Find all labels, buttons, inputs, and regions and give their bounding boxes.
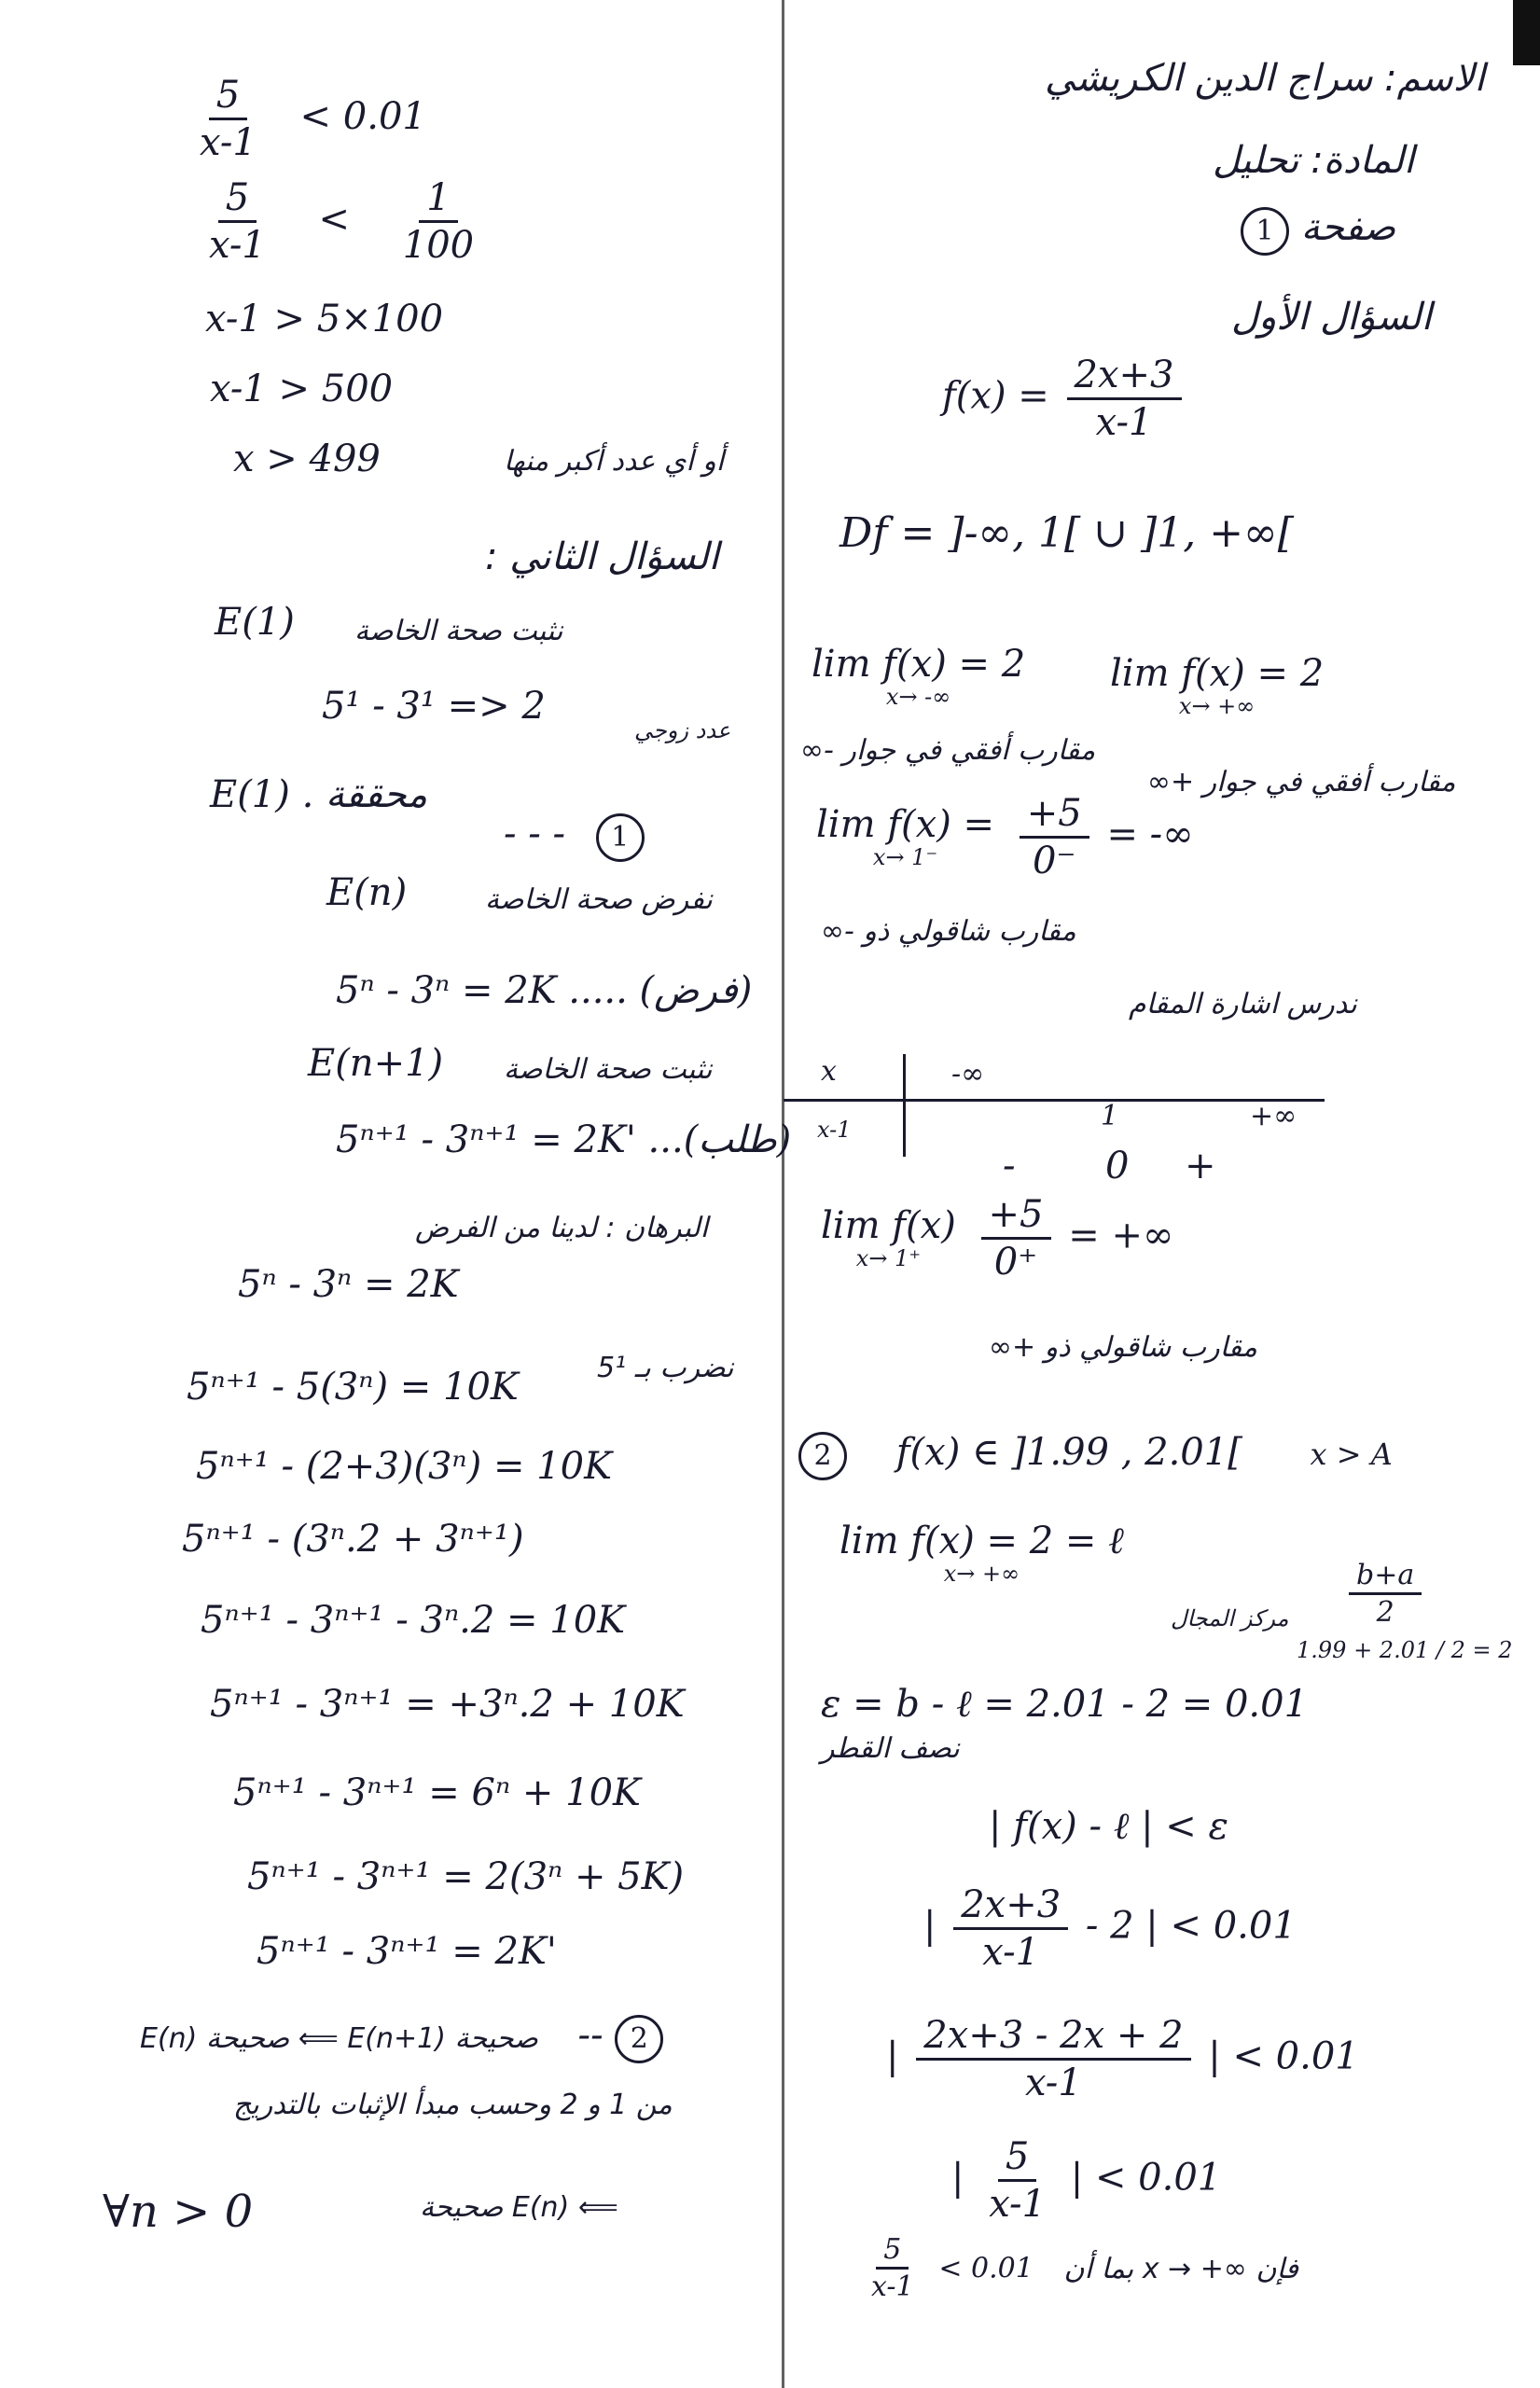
conclusion-1-text: E(n) صحيحة ⟸ E(n+1) صحيحة: [140, 2022, 538, 2055]
sign-table-den-label: x-1: [817, 1117, 852, 1143]
question-2-title: السؤال الثاني :: [485, 535, 719, 578]
step-2-number: 2: [615, 2015, 663, 2063]
limit-1-sub: x→ -∞: [885, 684, 951, 710]
abs-3-den: x-1: [1024, 2062, 1082, 2104]
limit-4-result: = +∞: [1068, 1214, 1174, 1257]
limit-3-den: 0⁻: [1032, 840, 1076, 882]
limit-left-of-1: [816, 793, 1194, 882]
abs-2-den: x-1: [982, 1931, 1040, 1974]
center-den: 2: [1376, 1596, 1394, 1629]
limit-4-sub: x→ 1⁺: [855, 1245, 922, 1272]
proof-line-2-note: نضرب بـ 5¹: [597, 1352, 734, 1384]
scan-edge-mark: [1513, 0, 1540, 65]
conclusion-forall: ∀n > 0: [103, 2186, 254, 2238]
final-den: x-1: [871, 2270, 914, 2303]
sign-table-vline: [903, 1054, 906, 1157]
part-2-header: [798, 1432, 1393, 1480]
limit-4-den: 0⁺: [993, 1241, 1038, 1284]
proof-line-9: 5ⁿ⁺¹ - 3ⁿ⁺¹ = 2K': [257, 1930, 557, 1973]
epsilon-line: ε = b - ℓ = 2.01 - 2 = 0.01: [821, 1683, 1309, 1726]
student-name: الاسم: سراج الدين الكريشي: [1045, 57, 1485, 100]
abs-inequality-1: | f(x) - ℓ | < ε: [989, 1805, 1228, 1848]
abs-inequality-3: | $\frac{2x+3 - 2x + 2}{x-1}$ | < 0.01: [886, 2014, 1359, 2104]
en1-note: نثبت صحة الخاصة: [504, 1053, 713, 1086]
proof-title: البرهان : لدينا من الفرض: [415, 1212, 709, 1244]
left-ineq-2-rnum: 1: [419, 177, 457, 223]
proof-line-4: 5ⁿ⁺¹ - (3ⁿ.2 + 3ⁿ⁺¹): [182, 1518, 524, 1561]
final-rest: < 0.01: [938, 2252, 1034, 2285]
center-num: b+a: [1349, 1560, 1422, 1595]
proof-line-2: 5ⁿ⁺¹ - 5(3ⁿ) = 10K: [187, 1366, 519, 1409]
e1-calc-note: عدد زوجي: [634, 717, 731, 743]
center-calc: 1.99 + 2.01 / 2 = 2: [1297, 1637, 1513, 1663]
limit-right-of-1: [821, 1194, 1173, 1283]
function-numerator: 2x+3: [1067, 354, 1182, 400]
en1-label: E(n+1): [308, 1042, 444, 1085]
step-1-number: 1: [596, 813, 645, 862]
abs-inequality-4: | $\frac{5}{x-1}$ | < 0.01: [951, 2135, 1222, 2226]
limit-1-expr: lim f(x) = 2: [812, 643, 1026, 686]
limit-3-expr: lim f(x) =: [816, 803, 995, 847]
sign-table-den-sign-2: 0: [1105, 1145, 1130, 1187]
left-ineq-4: x-1 > 500: [210, 368, 394, 410]
conclusion-line-1: E(n) صحيحة ⟸ E(n+1) صحيحة -- 2: [140, 2015, 663, 2063]
abs-4-num: 5: [998, 2136, 1036, 2182]
column-divider: [782, 0, 784, 2388]
function-lhs: f(x) =: [942, 374, 1049, 418]
page-indicator: [1241, 207, 1395, 256]
domain-line: Df = ]-∞, 1[ ∪ ]1, +∞[: [839, 509, 1294, 557]
page-number: 1: [1241, 207, 1289, 256]
subject-label: المادة: تحليل: [1213, 139, 1415, 182]
e1-label: E(1): [215, 601, 295, 644]
sign-table-den-sign-1: -: [1003, 1145, 1016, 1187]
left-ineq-1-rest: < 0.01: [299, 94, 426, 138]
abs-3-rest: | < 0.01: [1208, 2034, 1359, 2078]
en-equation: 5ⁿ - 3ⁿ = 2K ..... (فرض): [336, 969, 753, 1012]
proof-line-7: 5ⁿ⁺¹ - 3ⁿ⁺¹ = 6ⁿ + 10K: [233, 1771, 641, 1814]
abs-2-rest: - 2 | < 0.01: [1085, 1904, 1297, 1948]
left-ineq-2-num: 5: [218, 177, 257, 223]
en1-equation: 5ⁿ⁺¹ - 3ⁿ⁺¹ = 2K' ...(طلب): [336, 1118, 792, 1161]
en-note: نفرض صحة الخاصة: [485, 883, 713, 916]
sign-table-x-label: x: [821, 1055, 837, 1088]
limit-3-num: +5: [1020, 793, 1089, 839]
sign-table-x-val-2: 1: [1101, 1100, 1119, 1132]
limit-3-sub: x→ 1⁻: [872, 844, 938, 871]
proof-line-5: 5ⁿ⁺¹ - 3ⁿ⁺¹ - 3ⁿ.2 = 10K: [201, 1599, 626, 1642]
left-ineq-2-rden: 100: [402, 224, 475, 267]
en-label: E(n): [326, 871, 408, 914]
e1-note: نثبت صحة الخاصة: [354, 615, 563, 647]
limit-5-sub: x→ +∞: [943, 1561, 1020, 1587]
conclusion-line-2: من 1 و 2 وحسب مبدأ الإثبات بالتدريج: [233, 2089, 673, 2121]
limit-minus-infinity: [812, 644, 1033, 709]
limit-3-note: مقارب شاقولي ذو -∞: [821, 915, 1076, 948]
sign-study-title: ندرس اشارة المقام: [1129, 988, 1357, 1020]
left-ineq-3: x-1 > 5×100: [205, 298, 444, 340]
abs-3-num: 2x+3 - 2x + 2: [916, 2015, 1190, 2061]
limit-2-note: مقارب أفقي في جوار +∞: [1147, 766, 1456, 798]
step-1-marker: - - - 1: [504, 813, 645, 862]
left-ineq-2: $\frac{5}{x-1}$ < $\frac{1}{100}$: [196, 177, 487, 266]
left-ineq-2-den: x-1: [209, 224, 266, 267]
conclusion-final: ⟸ E(n) صحيحة: [420, 2191, 618, 2224]
limit-5: [839, 1520, 1131, 1586]
part-2-interval: f(x) ∈ ]1.99 , 2.01[: [895, 1431, 1242, 1474]
sign-table-den-sign-3: +: [1185, 1145, 1216, 1187]
function-denominator: x-1: [1095, 401, 1153, 444]
final-note: بما أن x → +∞ فإن: [1063, 2252, 1298, 2285]
left-ineq-5-note: أو أي عدد أكبر منها: [504, 445, 725, 478]
sign-table-x-val-3: +∞: [1250, 1100, 1297, 1132]
left-ineq-5: x > 499: [233, 437, 381, 480]
final-num: 5: [876, 2234, 909, 2270]
sign-table-x-val-1: -∞: [951, 1058, 985, 1090]
limit-4-expr: lim f(x): [821, 1204, 956, 1248]
limit-1-note: مقارب أفقي في جوار -∞: [800, 734, 1096, 767]
question-1-title: السؤال الأول: [1231, 296, 1432, 339]
abs-2-num: 2x+3: [953, 1884, 1068, 1930]
proof-line-1: 5ⁿ - 3ⁿ = 2K: [238, 1263, 459, 1306]
limit-4-num: +5: [981, 1194, 1051, 1240]
e1-calc: 5¹ - 3¹ => 2: [322, 685, 546, 728]
limit-plus-infinity: [1110, 653, 1331, 718]
abs-4-den: x-1: [989, 2183, 1047, 2226]
limit-2-expr: lim f(x) = 2: [1110, 652, 1325, 695]
proof-line-3: 5ⁿ⁺¹ - (2+3)(3ⁿ) = 10K: [196, 1445, 612, 1488]
left-ineq-1-num: 5: [209, 75, 247, 120]
left-ineq-1-den: x-1: [200, 121, 257, 164]
limit-4-note: مقارب شاقولي ذو +∞: [989, 1331, 1257, 1364]
sign-table-hline: [784, 1099, 1325, 1102]
final-inequality: [858, 2234, 1298, 2302]
abs-inequality-2: | $\frac{2x+3}{x-1}$ - 2 | < 0.01: [923, 1883, 1297, 1974]
center-formula: [1343, 1560, 1427, 1628]
left-ineq-1: [187, 75, 426, 163]
e1-verified: E(1) . محققة: [210, 773, 428, 816]
proof-line-6: 5ⁿ⁺¹ - 3ⁿ⁺¹ = +3ⁿ.2 + 10K: [210, 1683, 685, 1726]
limit-5-note: مركز المجال: [1171, 1605, 1289, 1631]
function-definition: [942, 354, 1187, 443]
part-2-condition: x > A: [1310, 1437, 1393, 1472]
proof-line-8: 5ⁿ⁺¹ - 3ⁿ⁺¹ = 2(3ⁿ + 5K): [247, 1855, 685, 1898]
epsilon-note: نصف القطر: [821, 1732, 960, 1765]
limit-2-sub: x→ +∞: [1178, 693, 1256, 719]
abs-4-rest: | < 0.01: [1070, 2156, 1222, 2200]
part-2-number: 2: [798, 1432, 847, 1480]
limit-5-expr: lim f(x) = 2 = ℓ: [839, 1520, 1124, 1562]
page-label: صفحة: [1300, 206, 1396, 249]
function-fraction: [1067, 354, 1182, 443]
limit-3-result: = -∞: [1106, 812, 1194, 856]
